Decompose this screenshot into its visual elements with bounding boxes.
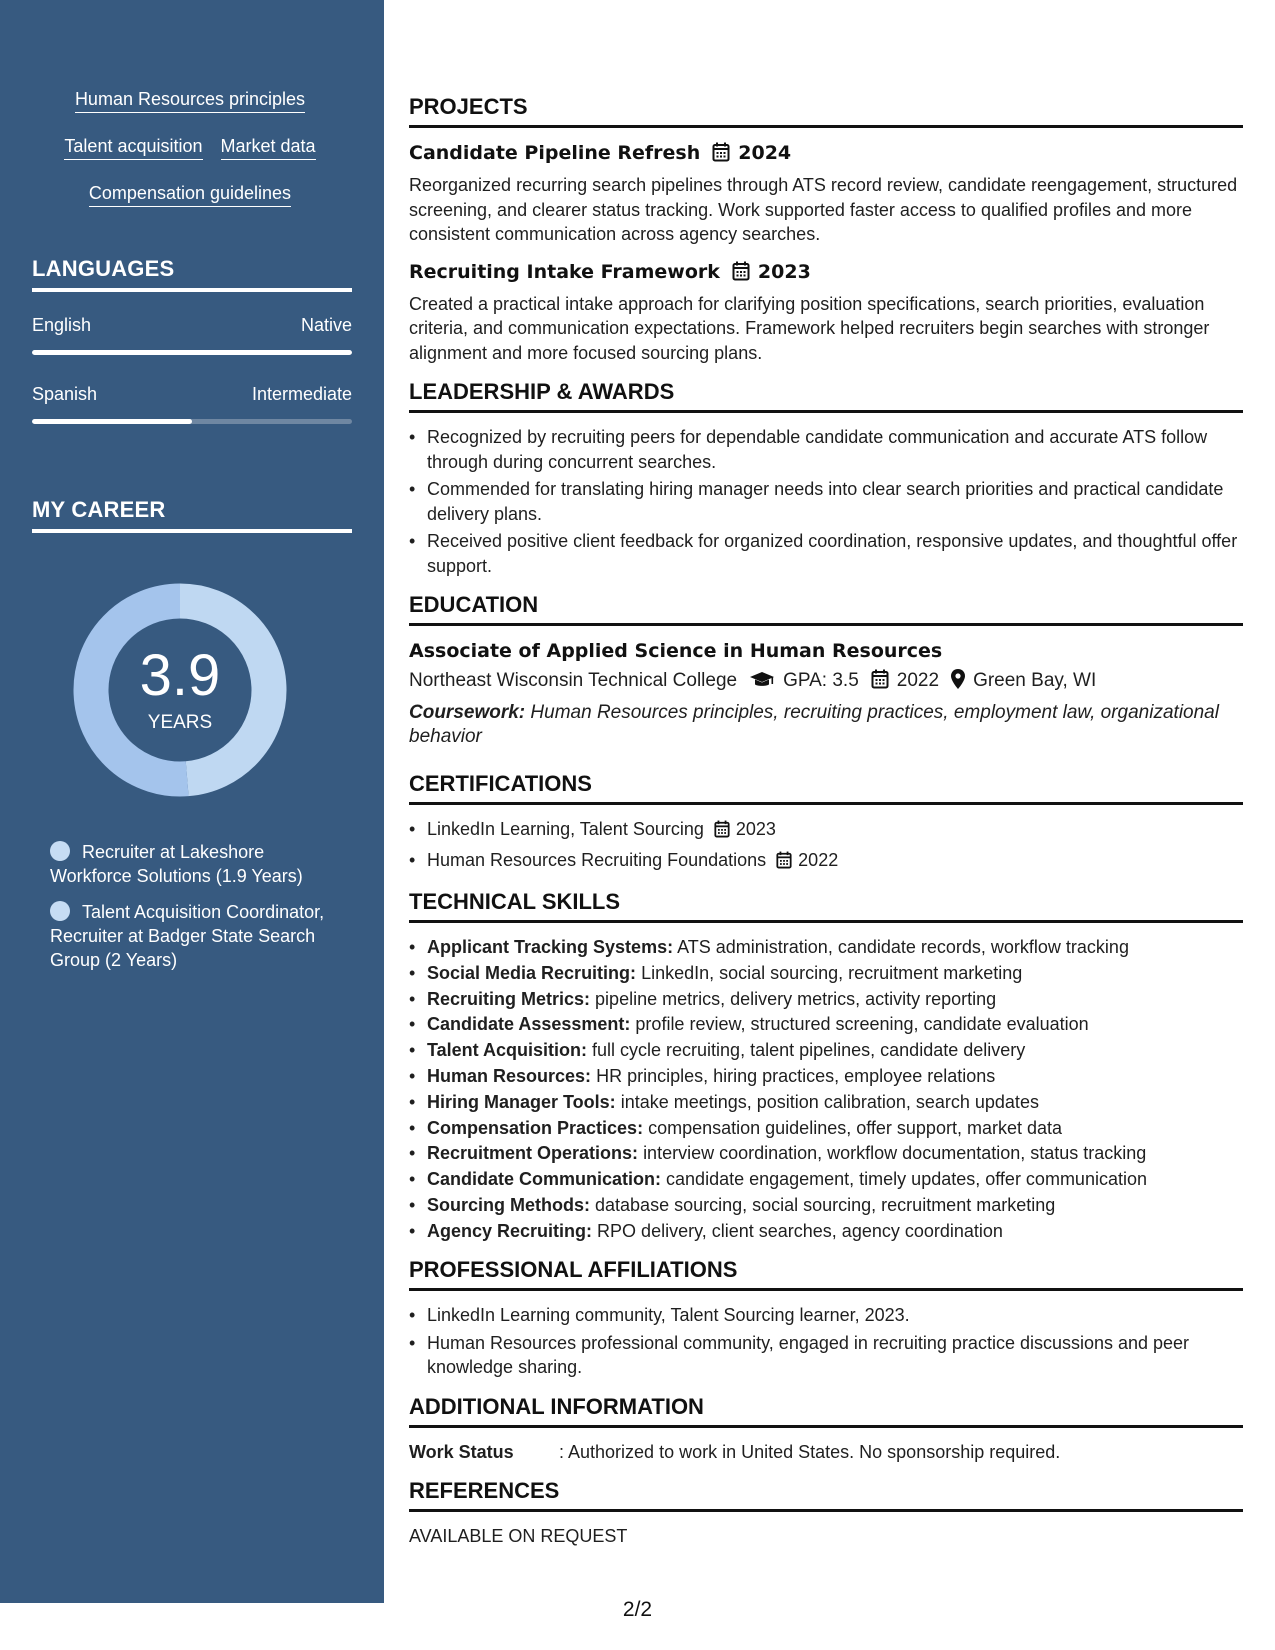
references-text: AVAILABLE ON REQUEST: [409, 1525, 628, 1546]
skill-category: Candidate Assessment:: [427, 1014, 631, 1035]
projects-heading: PROJECTS: [409, 94, 1243, 128]
additional-info-section: [409, 1394, 1243, 1464]
career-item-text: Talent Acquisition Coordinator, Recruiter at Badger State Search Group (2 Years): [50, 902, 325, 970]
career-heading: MY CAREER: [32, 497, 352, 533]
project-title-row: [409, 259, 1243, 288]
education-details: [409, 668, 1243, 697]
certification-name: LinkedIn Learning, Talent Sourcing: [427, 819, 704, 839]
list-item: [409, 817, 1243, 845]
sidebar: [0, 0, 384, 1603]
list-item: [409, 935, 1243, 960]
skill-category: Recruiting Metrics:: [427, 988, 591, 1009]
skill-details: candidate engagement, timely updates, offer communication: [666, 1169, 1147, 1190]
languages-heading: LANGUAGES: [32, 256, 352, 292]
affiliations-list: [409, 1303, 1243, 1380]
list-item: [409, 1038, 1243, 1063]
project-title: Candidate Pipeline Refresh: [409, 142, 701, 164]
career-dot-icon: [50, 901, 70, 921]
language-bar-fill: [32, 419, 192, 424]
list-item: • LinkedIn Learning community, Talent Sourcing learner, 2023.: [409, 1303, 1243, 1328]
skill-details: RPO delivery, client searches, agency coordination: [597, 1220, 1003, 1241]
skill-details: database sourcing, social sourcing, recruitment marketing: [595, 1194, 1056, 1215]
leadership-heading: LEADERSHIP & AWARDS: [409, 379, 1243, 413]
calendar-icon: [712, 142, 730, 169]
language-level: Intermediate: [251, 384, 352, 404]
main-content: [409, 94, 1243, 1562]
language-bar: [32, 419, 352, 424]
skill-details: pipeline metrics, delivery metrics, activity reporting: [595, 988, 997, 1009]
skill-tag: Market data: [221, 135, 316, 160]
education-degree: Associate of Applied Science in Human Resources: [409, 640, 943, 662]
list-item: • Human Resources professional community, engaged in recruiting practice discussions and peer knowledge sharing.: [409, 1331, 1243, 1380]
graduation-cap-icon: [749, 671, 775, 697]
language-bar-fill: [32, 350, 352, 355]
skill-row: [30, 135, 350, 160]
skill-details: LinkedIn, social sourcing, recruitment marketing: [641, 962, 1023, 983]
references-heading: REFERENCES: [409, 1478, 1243, 1512]
project-title: Recruiting Intake Framework: [409, 260, 720, 283]
language-name: Spanish: [32, 384, 98, 404]
skill-tag: Compensation guidelines: [89, 182, 291, 207]
language-spanish: [32, 383, 352, 424]
skill-row: [30, 88, 350, 113]
skill-category: Human Resources:: [427, 1065, 592, 1086]
list-item: [409, 848, 1243, 876]
language-english: [32, 314, 352, 355]
calendar-icon: [732, 261, 750, 288]
skill-details: compensation guidelines, offer support, market data: [648, 1117, 1062, 1138]
career-donut: [66, 576, 294, 804]
leadership-section: [409, 379, 1243, 578]
career-donut-center: [66, 576, 294, 804]
list-item: [409, 1090, 1243, 1115]
leadership-list: [409, 425, 1243, 578]
skill-details: full cycle recruiting, talent pipelines, candidate delivery: [592, 1040, 1026, 1061]
education-year: 2022: [896, 670, 940, 691]
list-item: [409, 987, 1243, 1012]
skill-details: profile review, structured screening, candidate evaluation: [635, 1014, 1089, 1035]
skill-details: interview coordination, workflow documentation, status tracking: [643, 1143, 1147, 1164]
skill-details: intake meetings, position calibration, search updates: [620, 1091, 1039, 1112]
project-description: Reorganized recurring search pipelines through ATS record review, candidate reengagement, structured screening, and clearer status tracking. Work supported faster access to qualified profiles and more consistent communication across agency searches.: [409, 175, 1238, 244]
affiliations-heading: PROFESSIONAL AFFILIATIONS: [409, 1257, 1243, 1291]
certification-name: Human Resources Recruiting Foundations: [427, 849, 767, 870]
list-item: [409, 1064, 1243, 1089]
education-section: [409, 592, 1243, 749]
career-item: [50, 900, 340, 972]
list-item: [409, 1012, 1243, 1037]
calendar-icon: [776, 851, 792, 876]
list-item: • Commended for translating hiring manager needs into clear search priorities and practical candidate delivery plans.: [409, 477, 1243, 526]
project-year: 2023: [757, 260, 811, 283]
work-status-value: : Authorized to work in United States. No sponsorship required.: [559, 1441, 1061, 1462]
skill-tag: Talent acquisition: [64, 135, 202, 160]
language-bar: [32, 350, 352, 355]
skill-category: Candidate Communication:: [427, 1169, 662, 1190]
language-name: English: [32, 315, 92, 335]
skill-tags: [30, 88, 350, 229]
list-item: • Received positive client feedback for organized coordination, responsive updates, and thoughtful offer support.: [409, 529, 1243, 578]
page-number: 2/2: [622, 1598, 653, 1621]
certification-year: 2022: [798, 849, 839, 870]
career-total-years: 3.9: [139, 643, 221, 708]
education-location: Green Bay, WI: [973, 670, 1097, 691]
list-item: • Recognized by recruiting peers for dependable candidate communication and accurate ATS follow through during concurrent searches.: [409, 425, 1243, 474]
technical-skills-heading: TECHNICAL SKILLS: [409, 889, 1243, 923]
list-item: [409, 1167, 1243, 1192]
list-item: [409, 1116, 1243, 1141]
education-school: Northeast Wisconsin Technical College: [409, 670, 738, 691]
certifications-section: [409, 771, 1243, 875]
career-item-text: Recruiter at Lakeshore Workforce Solutions (1.9 Years): [50, 842, 303, 886]
affiliations-section: [409, 1257, 1243, 1380]
references-section: [409, 1478, 1243, 1548]
list-item: [409, 1141, 1243, 1166]
skill-details: HR principles, hiring practices, employee relations: [596, 1065, 996, 1086]
certifications-heading: CERTIFICATIONS: [409, 771, 1243, 805]
list-item: [409, 1193, 1243, 1218]
skill-category: Applicant Tracking Systems:: [427, 937, 674, 957]
skill-category: Social Media Recruiting:: [427, 962, 637, 983]
skill-category: Hiring Manager Tools:: [427, 1091, 616, 1112]
list-item: [409, 961, 1243, 986]
career-item: [50, 840, 340, 888]
map-pin-icon: [951, 669, 965, 697]
project-description: Created a practical intake approach for clarifying position specifications, search priorities, evaluation criteria, and communication expectations. Framework helped recruiters begin searches with stronger alignment and more focused sourcing plans.: [409, 293, 1210, 363]
project-year: 2024: [738, 142, 792, 164]
work-status-label: Work Status: [409, 1441, 514, 1462]
education-heading: EDUCATION: [409, 592, 1243, 626]
skill-category: Compensation Practices:: [427, 1117, 644, 1138]
list-item: [409, 1219, 1243, 1244]
skill-row: [30, 182, 350, 207]
education-gpa: GPA: 3.5: [783, 670, 859, 691]
projects-section: [409, 94, 1243, 365]
coursework-label: Coursework:: [409, 702, 526, 723]
career-years-label: YEARS: [147, 712, 213, 733]
skill-category: Sourcing Methods:: [427, 1194, 590, 1215]
certification-year: 2023: [735, 819, 776, 839]
technical-skills-list: [409, 935, 1243, 1243]
education-coursework: [409, 701, 1243, 749]
project-title-row: [409, 140, 1243, 169]
certifications-list: [409, 817, 1243, 875]
additional-info-heading: ADDITIONAL INFORMATION: [409, 1394, 1243, 1428]
calendar-icon: [714, 820, 730, 845]
skill-category: Talent Acquisition:: [427, 1040, 587, 1061]
language-level: Native: [300, 315, 352, 335]
coursework-text: Human Resources principles, recruiting practices, employment law, organizational behavior: [409, 702, 1219, 747]
career-dot-icon: [50, 841, 70, 861]
technical-skills-section: [409, 889, 1243, 1243]
calendar-icon: [871, 669, 889, 697]
skill-category: Agency Recruiting:: [427, 1220, 593, 1241]
work-status-row: [409, 1440, 1243, 1464]
skill-category: Recruitment Operations:: [427, 1143, 639, 1164]
skill-tag: Human Resources principles: [75, 88, 305, 113]
skill-details: ATS administration, candidate records, workflow tracking: [677, 937, 1129, 957]
